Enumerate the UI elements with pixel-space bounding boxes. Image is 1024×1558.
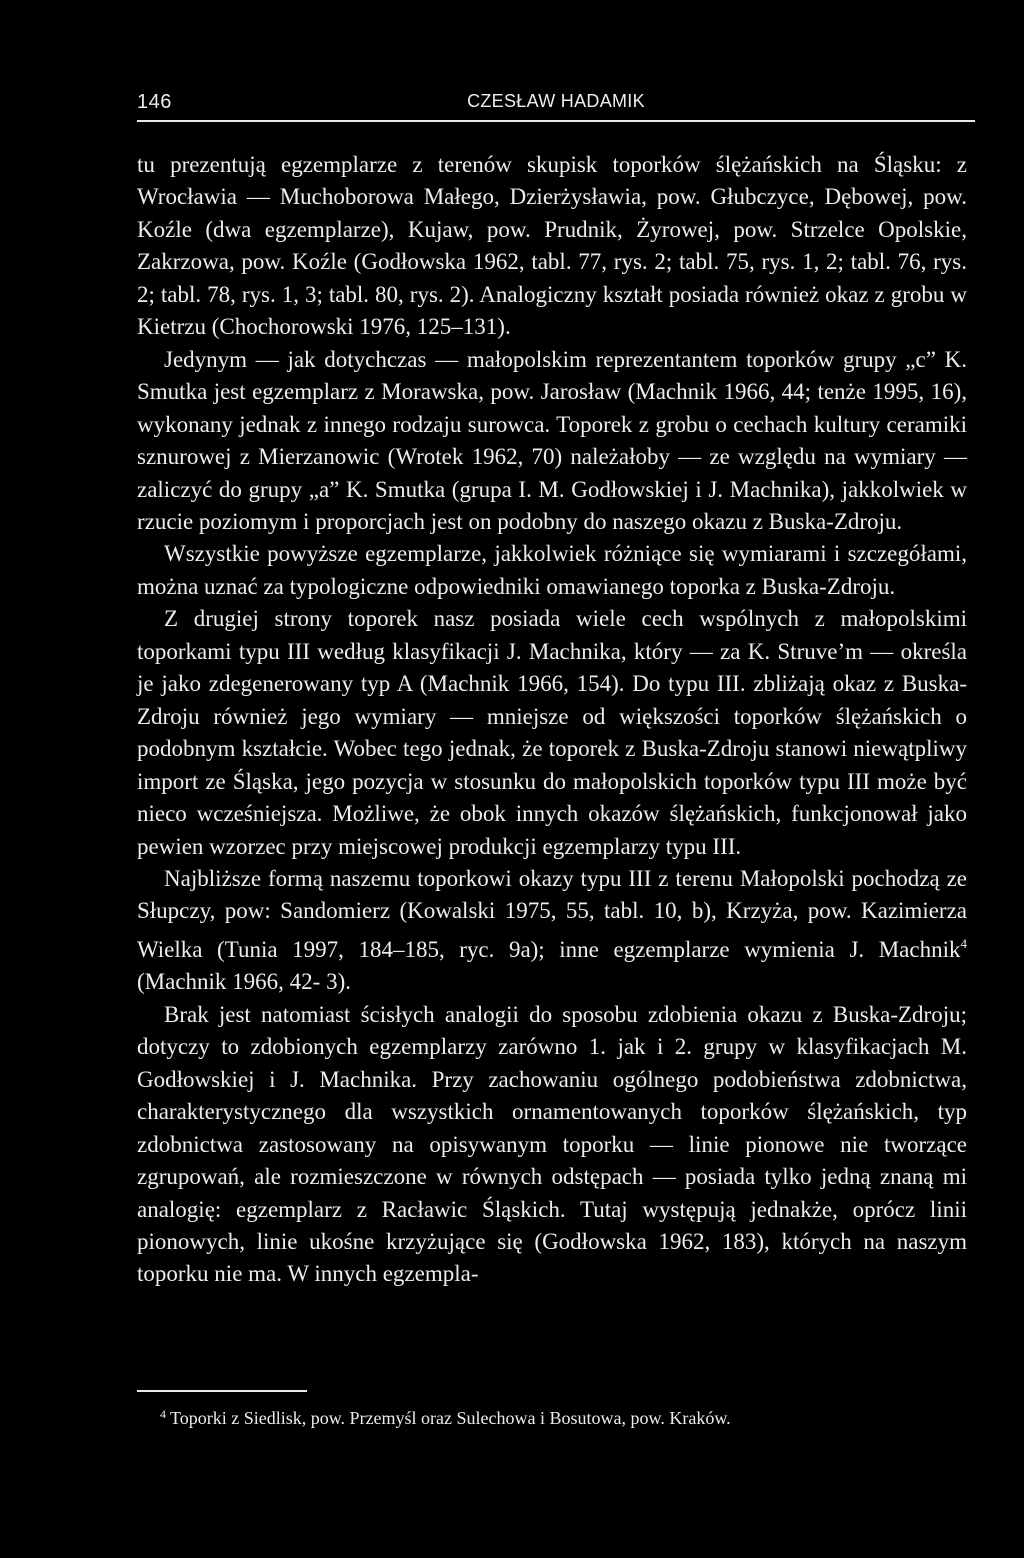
paragraph: Z drugiej strony toporek nasz posiada wiele cech wspólnych z małopolskimi toporkami typu III według klasyfikacji J. Machnika, który — za K. Struve’m — określa je jako zdegenerowany typ A (Machnik 1966, 154). Do typu III. zbliżają okaz z Buska-Zdroju również jego wymiary — mniejsze od większości toporków ślężańskich o podobnym kształcie. Wobec tego jednak, że toporek z Buska-Zdroju stanowi niewątpliwy import ze Śląska, jego pozycja w stosunku do małopolskich toporków typu III może być nieco wcześniejsza. Możliwe, że obok innych okazów ślężańskich, funkcjonował jako pewien wzorzec przy miejscowej produkcji egzemplarzy typu III. bbox=[137, 606, 967, 859]
running-title: CZESŁAW HADAMIK bbox=[467, 91, 645, 111]
paragraph bbox=[137, 863, 967, 999]
page-number: 146 bbox=[137, 91, 172, 113]
footnote-rule bbox=[137, 1390, 307, 1392]
header-rule bbox=[137, 120, 975, 122]
paragraph-text: Najbliższe formą naszemu toporkowi okazy typu III z terenu Małopolski pochodzą ze Słupczy, pow: Sandomierz (Kowalski 1975, 55, tabl. 10, b), Krzyża, pow. Kazimierza Wielka (Tunia 1997, 184–185, ryc. 9a); inne egzemplarze wymienia J. Machnik bbox=[137, 865, 967, 962]
footnote-number: 4 bbox=[160, 1407, 166, 1421]
page-header bbox=[137, 91, 975, 117]
paragraph: Jedynym — jak dotychczas — małopolskim reprezentantem toporków grupy „c” K. Smutka jest egzemplarz z Morawska, pow. Jarosław (Machnik 1966, 44; tenże 1995, 16), wykonany jednak z innego rodzaju surowca. Toporek z grobu o cechach kultury ceramiki sznurowej z Mierzanowic (Wrotek 1962, 70) należałoby — ze względu na wymiary — zaliczyć do grupy „a” K. Smutka (grupa I. M. Godłowskiej i J. Machnika), jakkolwiek w rzucie poziomym i proporcjach jest on podobny do naszego okazu z Buska-Zdroju. bbox=[137, 346, 967, 534]
paragraph-text: (Machnik 1966, 42- 3). bbox=[137, 969, 351, 995]
footnote bbox=[160, 1402, 731, 1430]
paragraph: tu prezentują egzemplarze z terenów skupisk toporków ślężańskich na Śląsku: z Wrocławia — Muchoborowa Małego, Dzierżysławia, pow. Głubczyce, Dębowej, pow. Koźle (dwa egzemplarze), Kujaw, pow. Prudnik, Żyrowej, pow. Strzelce Opolskie, Zakrzowa, pow. Koźle (Godłowska 1962, tabl. 77, rys. 2; tabl. 75, rys. 1, 2; tabl. 76, rys. 2; tabl. 78, rys. 1, 3; tabl. 80, rys. 2). Analogiczny kształt posiada również okaz z grobu w Kietrzu (Chochorowski 1976, 125–131). bbox=[137, 152, 967, 340]
paragraph: Wszystkie powyższe egzemplarze, jakkolwiek różniące się wymiarami i szczegółami, można uznać za typologiczne odpowiedniki omawianego toporka z Buska-Zdroju. bbox=[137, 541, 967, 599]
footnote-marker: 4 bbox=[960, 935, 967, 951]
footnote-text: Toporki z Siedlisk, pow. Przemyśl oraz Sulechowa i Bosutowa, pow. Kraków. bbox=[170, 1408, 731, 1428]
body-text bbox=[137, 149, 967, 1291]
paragraph: Brak jest natomiast ścisłych analogii do sposobu zdobienia okazu z Buska-Zdroju; dotyczy to zdobionych egzemplarzy zarówno 1. jak i 2. grupy w klasyfikacjach M. Godłowskiej i J. Machnika. Przy zachowaniu ogólnego podobieństwa zdobnictwa, charakterystycznego dla wszystkich ornamentowanych toporków ślężańskich, typ zdobnictwa zastosowany na opisywanym toporku — linie pionowe nie tworzące zgrupowań, ale rozmieszczone w równych odstępach — posiada tylko jedną znaną mi analogię: egzemplarz z Racławic Śląskich. Tutaj występują jednakże, oprócz linii pionowych, linie ukośne krzyżujące się (Godłowska 1962, 183), których na naszym toporku nie ma. W innych egzempla- bbox=[137, 1001, 967, 1287]
